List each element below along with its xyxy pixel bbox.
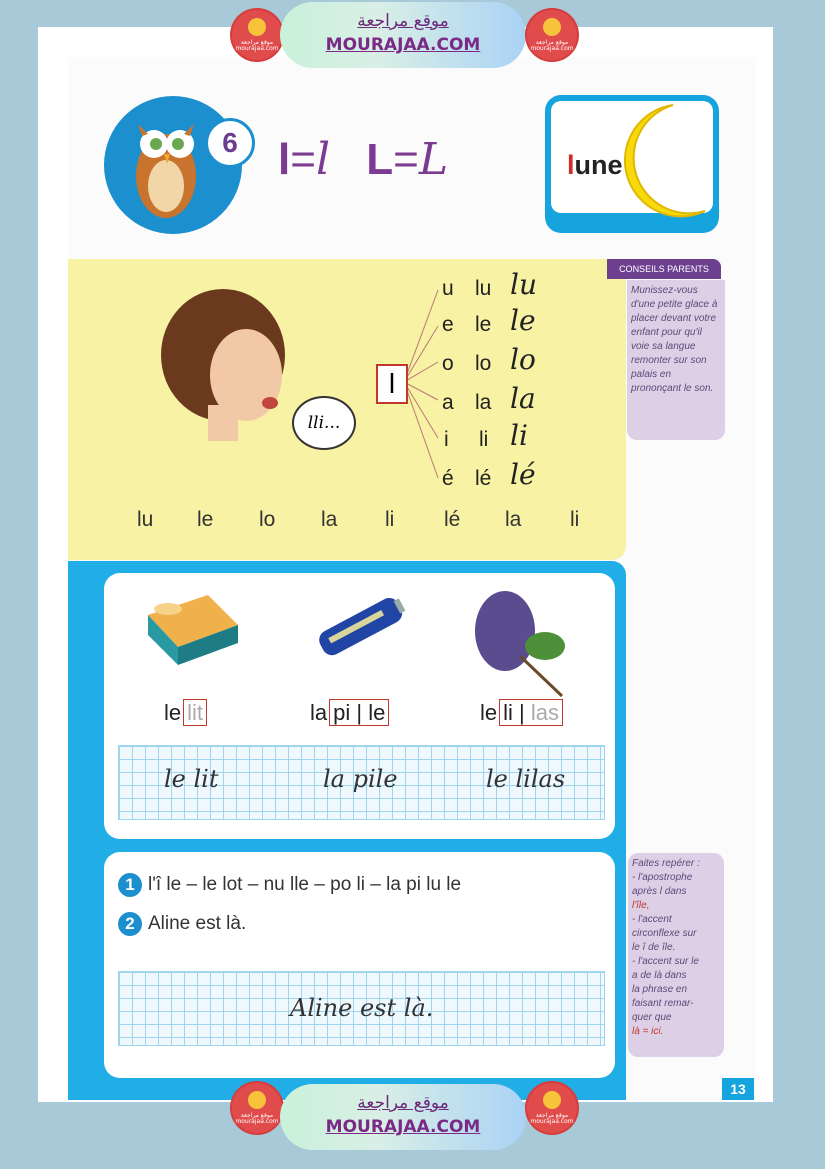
- equals-sign: =: [290, 135, 316, 184]
- cursive-sentence: Aline est là.: [290, 994, 434, 1022]
- battery-icon: [312, 585, 412, 670]
- vowel-e-acute: é: [442, 467, 454, 490]
- uppercase-cursive: L: [418, 134, 449, 185]
- cursive-le-acute: lé: [510, 458, 536, 491]
- bottom-banner[interactable]: [280, 1084, 526, 1150]
- banner-arabic-title: موقع مراجعة: [357, 11, 449, 31]
- cursive-lu: lu: [510, 268, 537, 301]
- banner-site-link[interactable]: MOURAJAA.COM: [325, 1117, 481, 1137]
- cursive-la: la: [510, 382, 536, 415]
- teacher-note: Faites repérer : - l'apostrophe après l dans l'île, - l'accent circonflexe sur le î de île. - l'accent sur le a de là dans la phrase en faisant remar- quer que là = ici.: [628, 853, 724, 1057]
- vowel-i: i: [444, 428, 449, 451]
- bottom-syllable: la: [505, 508, 522, 531]
- vowel-e: e: [442, 313, 454, 336]
- bottom-syllable: lé: [444, 508, 461, 531]
- cursive-le-lit: le lit: [164, 765, 219, 793]
- bottom-syllable: li: [570, 508, 580, 531]
- syllable-la: la: [475, 391, 492, 414]
- cursive-lo: lo: [510, 343, 536, 376]
- cursive-li: li: [510, 419, 528, 452]
- key-word: lune: [567, 150, 623, 180]
- parent-advice-text: Munissez-vous d'une petite glace à placer devant votre enfant pour qu'il voie sa langue remonter sur son palais en prononçant le son.: [627, 280, 725, 440]
- syllable-lu: lu: [475, 277, 492, 300]
- bottom-syllable: la: [321, 508, 338, 531]
- parent-advice-title: CONSEILS PARENTS: [607, 259, 721, 279]
- cursive-la-pile: la pile: [323, 765, 398, 793]
- right-logo-badge: موقع مراجعة mourajaa.com: [527, 10, 577, 60]
- equals-sign-2: =: [393, 135, 419, 184]
- letter-equivalence: [278, 134, 448, 185]
- cursive-le-lilas: le lilas: [486, 765, 566, 793]
- speech-bubble: lli...: [292, 396, 356, 450]
- exercise-number-2: 2: [118, 912, 142, 936]
- syllable-le-acute: lé: [475, 467, 492, 490]
- exercise-number-1: 1: [118, 873, 142, 897]
- lowercase-cursive: l: [315, 134, 331, 185]
- lilac-icon: [470, 586, 575, 698]
- page-number: 13: [722, 1078, 754, 1100]
- syllable-li: li: [479, 428, 489, 451]
- bed-icon: [138, 585, 240, 670]
- lowercase-letter: l: [278, 135, 291, 184]
- uppercase-letter: L: [366, 135, 394, 184]
- bottom-syllable: li: [385, 508, 395, 531]
- girl-illustration: [148, 285, 288, 445]
- exercise-line-2: Aline est là.: [148, 913, 247, 934]
- syllable-le: le: [475, 313, 492, 336]
- vowel-o: o: [442, 352, 454, 375]
- left-logo-badge-bottom: موقع مراجعة mourajaa.com: [232, 1083, 282, 1133]
- word-la-pile: la pi | le: [310, 700, 389, 726]
- lesson-number: 6: [205, 118, 255, 168]
- connector-lines: [404, 282, 444, 492]
- center-letter: l: [376, 364, 408, 404]
- exercise-line-1: l'î le – le lot – nu lle – po li – la pi lu le: [148, 874, 462, 895]
- banner-site-link[interactable]: MOURAJAA.COM: [325, 35, 481, 55]
- vowel-u: u: [442, 277, 454, 300]
- syllable-lo: lo: [475, 352, 492, 375]
- left-logo-badge: موقع مراجعة mourajaa.com: [232, 10, 282, 60]
- word-le-lilas: le li | las: [480, 700, 563, 726]
- cursive-le: le: [510, 304, 536, 337]
- bottom-syllable: lu: [137, 508, 154, 531]
- bottom-syllable: lo: [259, 508, 276, 531]
- vowel-a: a: [442, 391, 454, 414]
- banner-arabic-title: موقع مراجعة: [357, 1093, 449, 1113]
- top-banner[interactable]: [280, 2, 526, 68]
- word-le-lit: le lit: [164, 700, 207, 726]
- bottom-syllable: le: [197, 508, 214, 531]
- right-logo-badge-bottom: موقع مراجعة mourajaa.com: [527, 1083, 577, 1133]
